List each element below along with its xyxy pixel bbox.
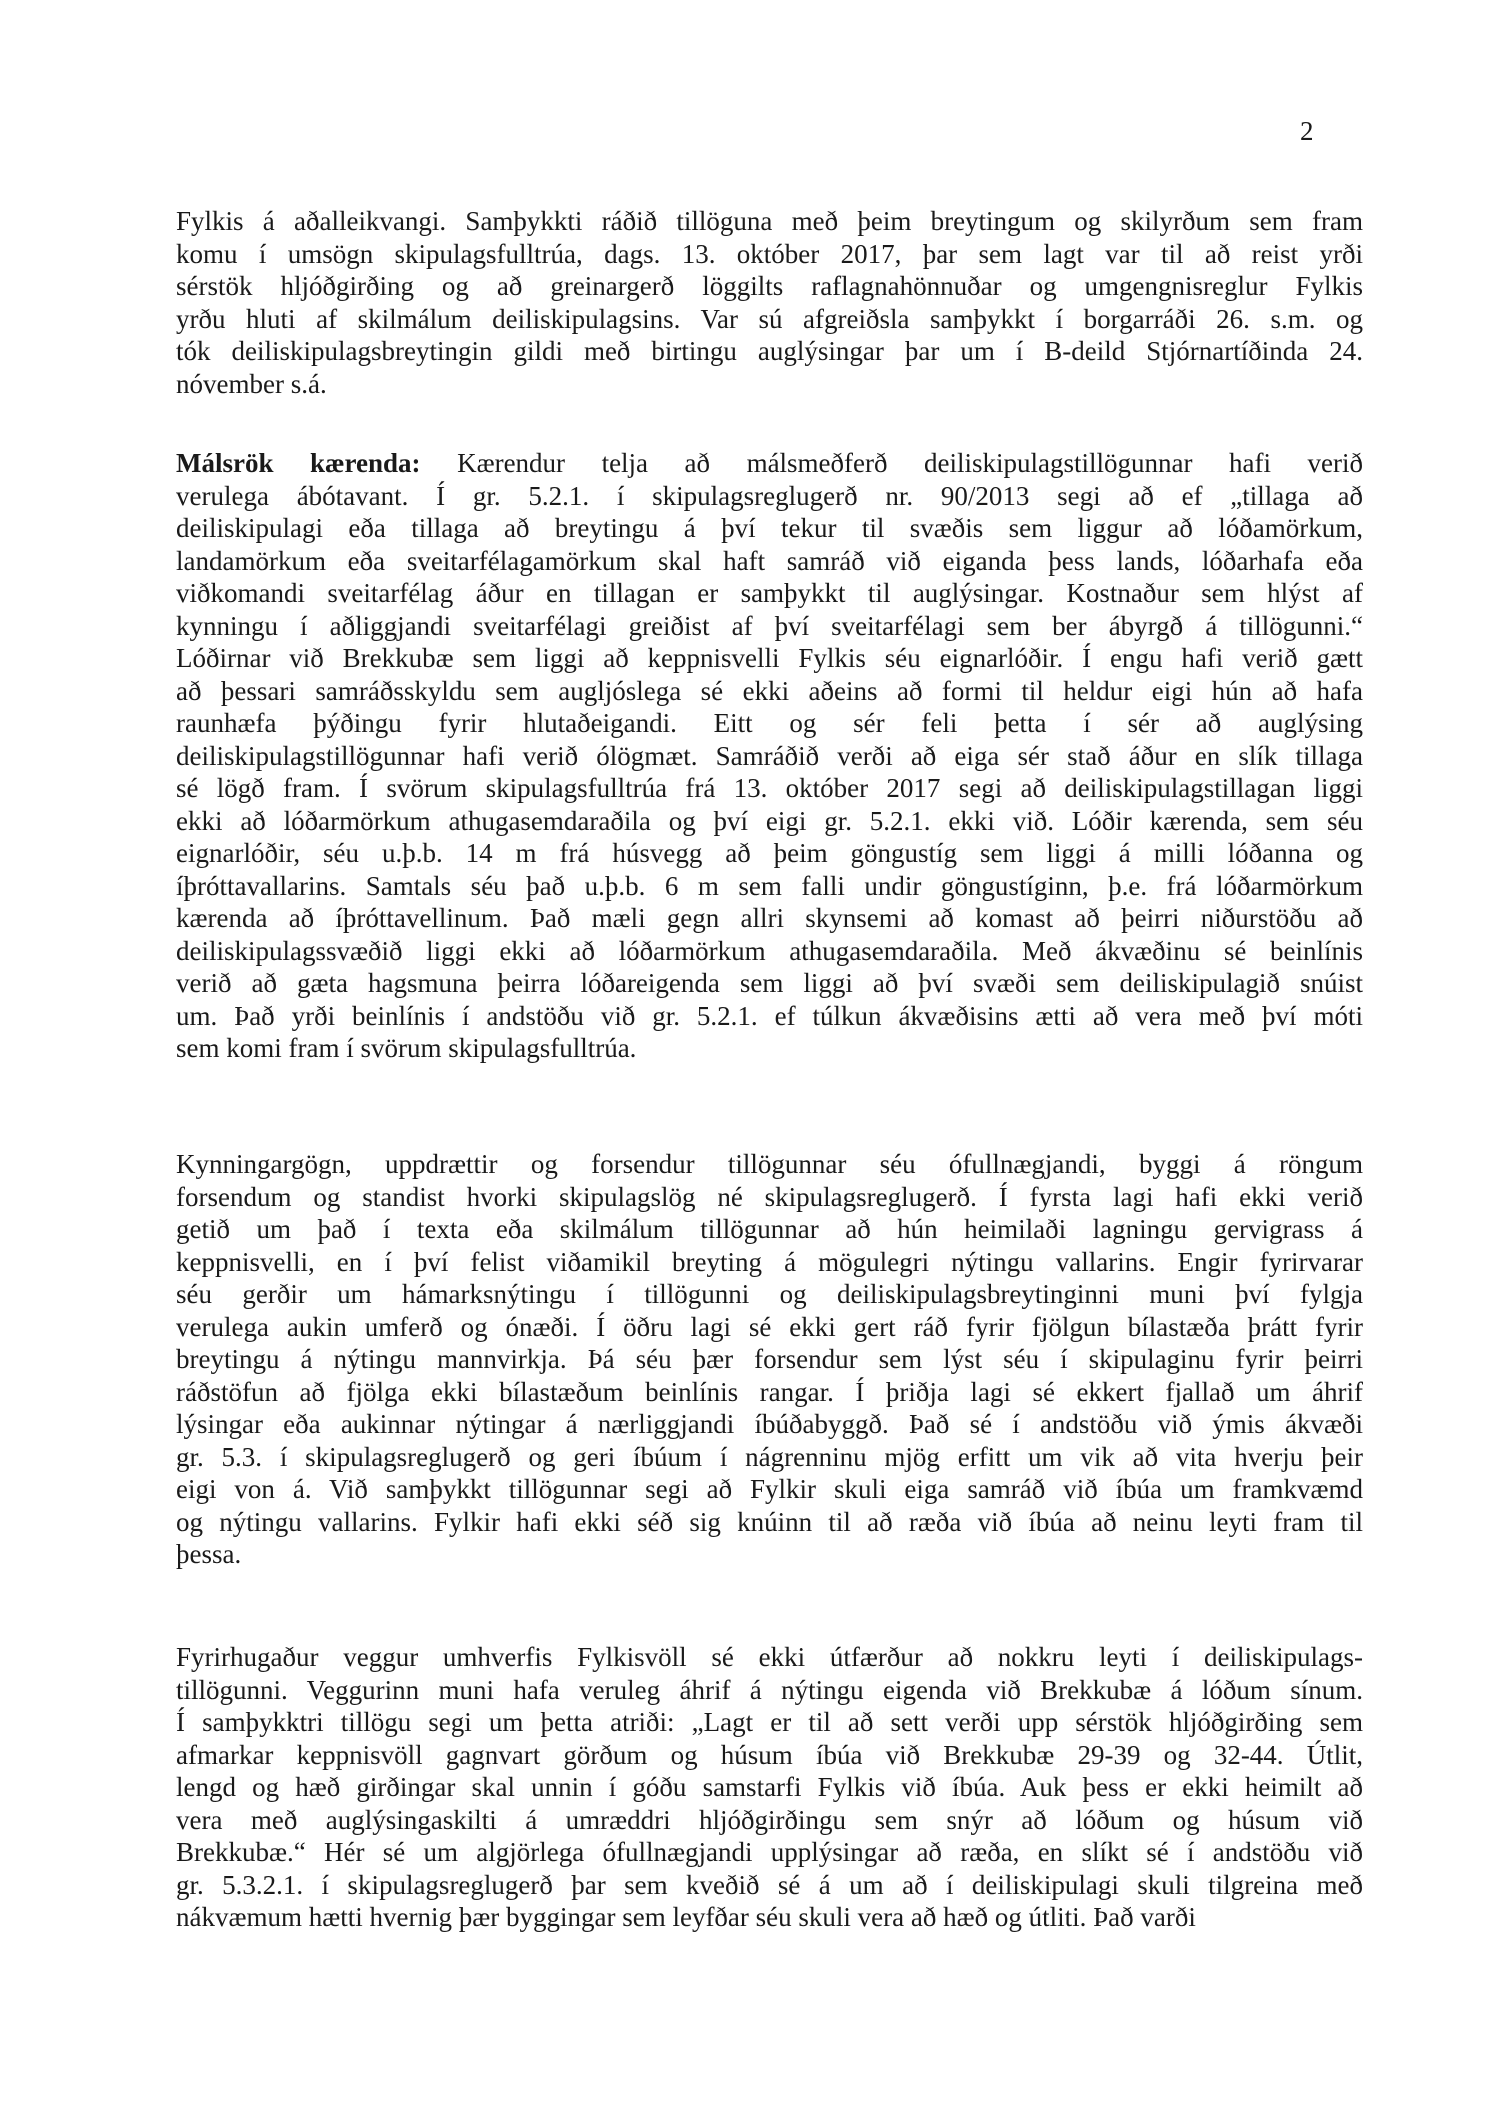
paragraph-background xyxy=(176,205,1363,400)
text-line xyxy=(176,610,1363,643)
line-text: landamörkum eða sveitarfélagamörkum skal haft samráð við eiganda þess lands, lóðarhafa eða xyxy=(176,545,1363,576)
line-text: eignarlóðir, séu u.þ.b. 14 m frá húsvegg að þeim göngustíg sem liggi á milli lóðanna og xyxy=(176,838,1363,868)
text-line xyxy=(176,480,1363,513)
text-line xyxy=(176,1836,1363,1869)
text-line xyxy=(176,870,1363,903)
text-line xyxy=(176,368,1363,401)
line-text: kynningu í aðliggjandi sveitarfélagi greiðist af því sveitarfélagi sem ber ábyrgð á tillögunni.“ xyxy=(176,610,1363,641)
text-line xyxy=(176,935,1363,968)
text-line xyxy=(176,805,1363,838)
line-text: afmarkar keppnisvöll gagnvart görðum og húsum íbúa við Brekkubæ 29-39 og 32-44. Útlit, xyxy=(176,1739,1363,1770)
line-text: deiliskipulagssvæðið liggi ekki að lóðarmörkum athugasemdaraðila. Með ákvæðinu sé beinlínis xyxy=(176,935,1363,966)
line-text: breytingu á nýtingu mannvirkja. Þá séu þær forsendur sem lýst séu í skipulaginu fyrir þeirri xyxy=(176,1344,1363,1374)
line-text: deiliskipulagi eða tillaga að breytingu á því tekur til svæðis sem liggur að lóðamörkum, xyxy=(176,513,1363,543)
line-text: verulega ábótavant. Í gr. 5.2.1. í skipulagsreglugerð nr. 90/2013 segi að ef „tillaga að xyxy=(176,480,1363,511)
line-text: komu í umsögn skipulagsfulltrúa, dags. 13. október 2017, þar sem lagt var til að reist yrði xyxy=(176,238,1363,269)
line-text: um. Það yrði beinlínis í andstöðu við gr. 5.2.1. ef túlkun ákvæðisins ætti að vera með því móti xyxy=(176,1000,1363,1031)
text-line xyxy=(176,1473,1363,1506)
text-line xyxy=(176,1376,1363,1409)
line-text: sérstök hljóðgirðing og að greinargerð löggilts raflagnahönnuðar og umgengnisreglur Fylkis xyxy=(176,271,1363,301)
text-line xyxy=(176,1901,1363,1934)
text-line xyxy=(176,512,1363,545)
paragraph-appellant-arguments xyxy=(176,447,1363,1065)
text-line xyxy=(176,1869,1363,1902)
line-text: raunhæfa þýðingu fyrir hlutaðeigandi. Eitt og sér feli þetta í sér að auglýsing xyxy=(176,708,1363,738)
line-text: íþróttavallarins. Samtals séu það u.þ.b. 6 m sem falli undir göngustíginn, þ.e. frá lóðarmörkum xyxy=(176,870,1363,901)
text-line xyxy=(176,1739,1363,1772)
text-line xyxy=(176,577,1363,610)
text-line xyxy=(176,205,1363,238)
line-text: eigi von á. Við samþykkt tillögunnar segi að Fylkir skuli eiga samráð við íbúa um framkvæmd xyxy=(176,1474,1363,1504)
text-line xyxy=(176,1538,1363,1571)
text-line xyxy=(176,642,1363,675)
text-line xyxy=(176,1213,1363,1246)
line-text: ekki að lóðarmörkum athugasemdaraðila og því eigi gr. 5.2.1. ekki við. Lóðir kærenda, sem séu xyxy=(176,805,1363,836)
line-text: yrðu hluti af skilmálum deiliskipulagsins. Var sú afgreiðsla samþykkt í borgarráði 26. s.m. og xyxy=(176,303,1363,334)
text-line xyxy=(176,1706,1363,1739)
text-line xyxy=(176,335,1363,368)
text-line xyxy=(176,1278,1363,1311)
line-text: Í samþykktri tillögu segi um þetta atriði: „Lagt er til að sett verði upp sérstök hljóðgirðing sem xyxy=(176,1707,1363,1737)
text-line xyxy=(176,1000,1363,1033)
text-line xyxy=(176,837,1363,870)
text-line xyxy=(176,1506,1363,1539)
text-line xyxy=(176,1674,1363,1707)
line-text: Fyrirhugaður veggur umhverfis Fylkisvöll sé ekki útfærður að nokkru leyti í deiliskipulags- xyxy=(176,1642,1363,1672)
line-text: séu gerðir um hámarksnýtingu í tillögunni og deiliskipulagsbreytinginni muni því fylgja xyxy=(176,1279,1363,1309)
text-line xyxy=(176,1246,1363,1279)
text-line xyxy=(176,1181,1363,1214)
line-text: sé lögð fram. Í svörum skipulagsfulltrúa frá 13. október 2017 segi að deiliskipulagstillagan liggi xyxy=(176,773,1363,803)
line-text: deiliskipulagstillögunnar hafi verið ólögmæt. Samráðið verði að eiga sér stað áður en slík tillaga xyxy=(176,740,1363,771)
text-line xyxy=(176,772,1363,805)
text-line xyxy=(176,1771,1363,1804)
line-text: Brekkubæ.“ Hér sé um algjörlega ófullnægjandi upplýsingar að ræða, en slíkt sé í andstöðu við xyxy=(176,1837,1363,1867)
text-line xyxy=(176,303,1363,336)
line-text: gr. 5.3. í skipulagsreglugerð og geri íbúum í nágrenninu mjög erfitt um vik að vita hverju þeir xyxy=(176,1441,1363,1472)
line-text: nákvæmum hætti hvernig þær byggingar sem leyfðar séu skuli vera að hæð og útliti. Það varði xyxy=(176,1902,1196,1932)
paragraph-presentation-materials xyxy=(176,1148,1363,1571)
text-line xyxy=(176,1441,1363,1474)
line-text: forsendum og standist hvorki skipulagslög né skipulagsreglugerð. Í fyrsta lagi hafi ekki verið xyxy=(176,1181,1363,1212)
line-text: ráðstöfun að fjölga ekki bílastæðum beinlínis rangar. Í þriðja lagi sé ekkert fjallað um áhrif xyxy=(176,1376,1363,1407)
line-text: viðkomandi sveitarfélag áður en tillagan er samþykkt til auglýsingar. Kostnaður sem hlýst af xyxy=(176,578,1363,608)
text-line xyxy=(176,967,1363,1000)
line-text: að þessari samráðsskyldu sem augljóslega sé ekki aðeins að formi til heldur eigi hún að hafa xyxy=(176,675,1363,706)
line-text: Lóðirnar við Brekkubæ sem liggi að keppnisvelli Fylkis séu eignarlóðir. Í engu hafi verið gætt xyxy=(176,643,1363,673)
line-text: gr. 5.3.2.1. í skipulagsreglugerð þar sem kveðið sé á um að í deiliskipulagi skuli tilgreina með xyxy=(176,1869,1363,1900)
text-line xyxy=(176,1408,1363,1441)
text-line xyxy=(176,1311,1363,1344)
line-text: verið að gæta hagsmuna þeirra lóðareigenda sem liggi að því svæði sem deiliskipulagið snúist xyxy=(176,968,1363,998)
paragraph-planned-wall xyxy=(176,1641,1363,1934)
text-line xyxy=(176,1641,1363,1674)
line-text: Fylkis á aðalleikvangi. Samþykkti ráðið tillöguna með þeim breytingum og skilyrðum sem fram xyxy=(176,206,1363,236)
section-heading: Málsrök kærenda: xyxy=(176,448,421,478)
line-text: keppnisvelli, en í því felist viðamikil breyting á mögulegri nýtingu vallarins. Engir fyrirvarar xyxy=(176,1246,1363,1277)
line-text: getið um það í texta eða skilmálum tillögunnar að hún heimilaði lagningu gervigrass á xyxy=(176,1214,1363,1244)
line-text: verulega aukin umferð og ónæði. Í öðru lagi sé ekki gert ráð fyrir fjölgun bílastæða þrátt fyrir xyxy=(176,1311,1363,1342)
line-text: lýsingar eða aukinnar nýtingar á nærliggjandi íbúðabyggð. Það sé í andstöðu við ýmis ákvæði xyxy=(176,1409,1363,1439)
text-line xyxy=(176,270,1363,303)
text-line xyxy=(176,447,1363,480)
text-line xyxy=(176,1804,1363,1837)
line-text: tillögunni. Veggurinn muni hafa veruleg áhrif á nýtingu eigenda við Brekkubæ á lóðum sínum. xyxy=(176,1674,1363,1705)
line-text: þessa. xyxy=(176,1539,242,1569)
line-text: nóvember s.á. xyxy=(176,368,327,399)
text-line xyxy=(176,1148,1363,1181)
text-line xyxy=(176,740,1363,773)
line-text: vera með auglýsingaskilti á umræddri hljóðgirðingu sem snýr að lóðum og húsum við xyxy=(176,1804,1363,1835)
line-text: og nýtingu vallarins. Fylkir hafi ekki séð sig knúinn til að ræða við íbúa að neinu leyti fram til xyxy=(176,1506,1363,1537)
line-text: Kærendur telja að málsmeðferð deiliskipulagstillögunnar hafi verið xyxy=(420,448,1363,478)
text-line xyxy=(176,902,1363,935)
text-line xyxy=(176,707,1363,740)
text-line xyxy=(176,675,1363,708)
line-text: tók deiliskipulagsbreytingin gildi með birtingu auglýsingar þar um í B-deild Stjórnartíðinda 24. xyxy=(176,336,1363,366)
text-line xyxy=(176,1343,1363,1376)
text-line xyxy=(176,545,1363,578)
line-text: sem komi fram í svörum skipulagsfulltrúa. xyxy=(176,1033,637,1063)
line-text: Kynningargögn, uppdrættir og forsendur tillögunnar séu ófullnægjandi, byggi á röngum xyxy=(176,1149,1363,1179)
page-number: 2 xyxy=(1300,116,1314,146)
line-text: lengd og hæð girðingar skal unnin í góðu samstarfi Fylkis við íbúa. Auk þess er ekki heimilt að xyxy=(176,1772,1363,1802)
text-line xyxy=(176,1032,1363,1065)
text-line xyxy=(176,238,1363,271)
line-text: kærenda að íþróttavellinum. Það mæli gegn allri skynsemi að komast að þeirri niðurstöðu að xyxy=(176,903,1363,933)
